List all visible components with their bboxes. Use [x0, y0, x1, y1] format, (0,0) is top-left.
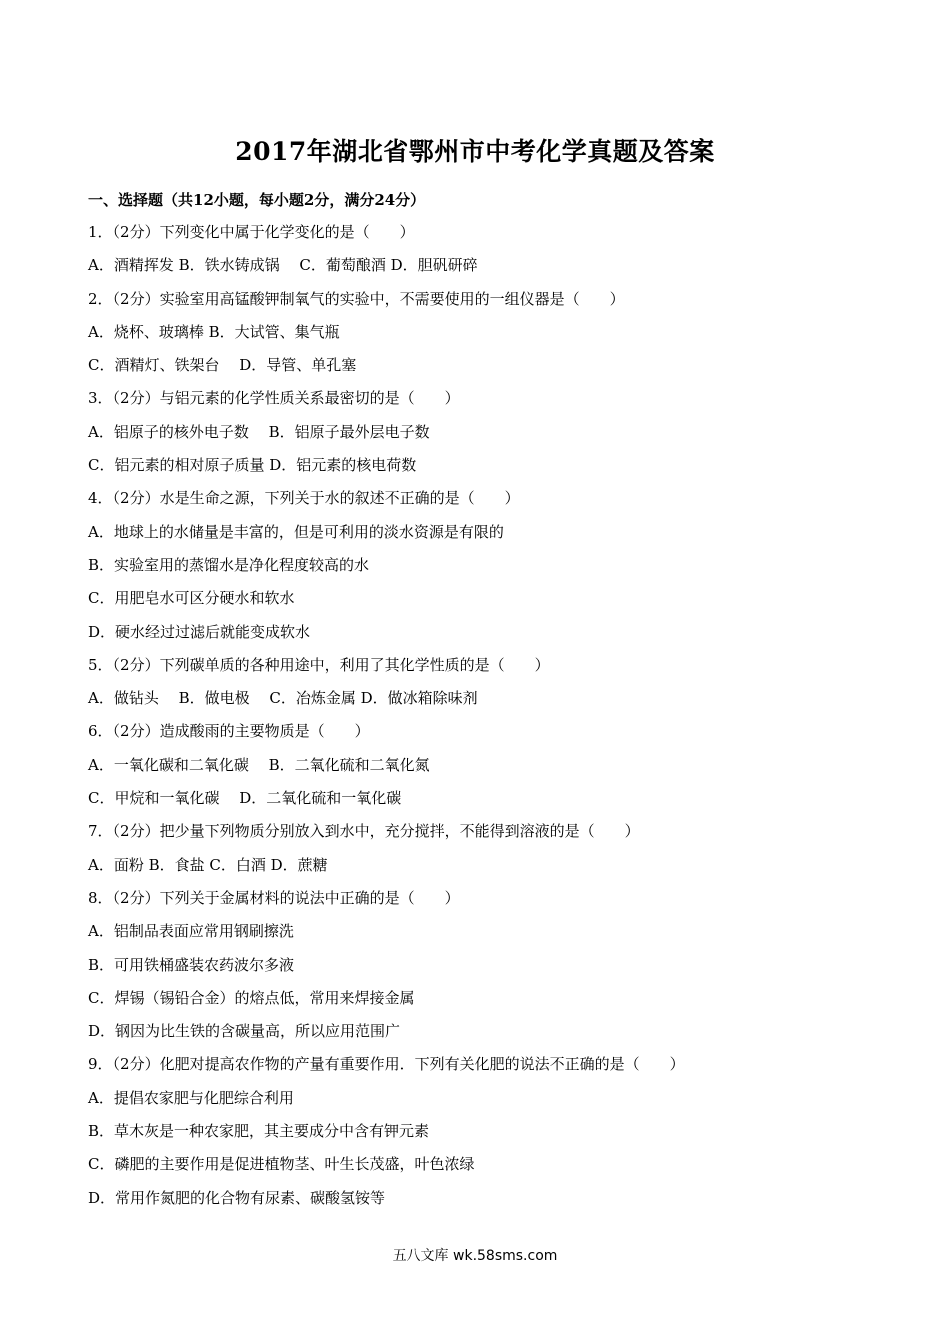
question-8-stem: 8．（2分）下列关于金属材料的说法中正确的是（ ）	[88, 888, 460, 907]
question-9-option-a: A．提倡农家肥与化肥综合利用	[88, 1088, 294, 1107]
question-2-stem: 2．（2分）实验室用高锰酸钾制氧气的实验中，不需要使用的一组仪器是（ ）	[88, 289, 625, 308]
question-8-option-a: A．铝制品表面应常用钢刷擦洗	[88, 922, 294, 941]
question-2-options-ab: A．烧杯、玻璃棒 B．大试管、集气瓶	[88, 322, 340, 341]
question-6-stem: 6．（2分）造成酸雨的主要物质是（ ）	[88, 722, 370, 741]
question-8-option-b: B．可用铁桶盛装农药波尔多液	[88, 955, 295, 974]
question-5-options: A．做钻头 B．做电极 C．冶炼金属 D．做冰箱除味剂	[88, 689, 478, 708]
question-7-options: A．面粉 B．食盐 C．白酒 D．蔗糖	[88, 855, 328, 874]
question-4-option-b: B．实验室用的蒸馏水是净化程度较高的水	[88, 555, 370, 574]
section-heading: 一、选择题（共12小题，每小题2分，满分24分）	[88, 191, 426, 209]
page-footer: 五八文库 wk.58sms.com	[392, 1248, 558, 1264]
question-6-options-cd: C．甲烷和一氧化碳 D．二氧化硫和一氧化碳	[88, 789, 402, 808]
question-3-options-ab: A．铝原子的核外电子数 B．铝原子最外层电子数	[88, 422, 430, 441]
question-1-stem: 1．（2分）下列变化中属于化学变化的是（ ）	[88, 223, 415, 241]
question-list	[88, 221, 888, 1220]
document-title: 2017年湖北省鄂州市中考化学真题及答案	[235, 137, 715, 166]
question-9-option-d: D．常用作氮肥的化合物有尿素、碳酸氢铵等	[88, 1188, 386, 1207]
question-7-stem: 7．（2分）把少量下列物质分别放入到水中，充分搅拌，不能得到溶液的是（ ）	[88, 822, 640, 841]
question-6-options-ab: A．一氧化碳和二氧化碳 B．二氧化硫和二氧化氮	[88, 755, 430, 774]
question-4-option-d: D．硬水经过过滤后就能变成软水	[88, 622, 311, 641]
question-8-option-d: D．钢因为比生铁的含碳量高，所以应用范围广	[88, 1022, 401, 1041]
question-9-stem: 9．（2分）化肥对提高农作物的产量有重要作用．下列有关化肥的说法不正确的是（ ）	[88, 1055, 685, 1074]
question-9-option-c: C．磷肥的主要作用是促进植物茎、叶生长茂盛，叶色浓绿	[88, 1155, 475, 1174]
question-9-option-b: B．草木灰是一种农家肥，其主要成分中含有钾元素	[88, 1122, 430, 1141]
question-3-options-cd: C．铝元素的相对原子质量 D．铝元素的核电荷数	[88, 456, 417, 475]
question-3-stem: 3．（2分）与铝元素的化学性质关系最密切的是（ ）	[88, 389, 460, 408]
question-1-options: A．酒精挥发 B．铁水铸成锅 C．葡萄酿酒 D．胆矾研碎	[88, 256, 478, 275]
question-4-stem: 4．（2分）水是生命之源，下列关于水的叙述不正确的是（ ）	[88, 489, 520, 508]
question-8-option-c: C．焊锡（锡铅合金）的熔点低，常用来焊接金属	[88, 988, 415, 1007]
question-4-option-a: A．地球上的水储量是丰富的，但是可利用的淡水资源是有限的	[88, 522, 504, 541]
question-4-option-c: C．用肥皂水可区分硬水和软水	[88, 589, 295, 608]
question-5-stem: 5．（2分）下列碳单质的各种用途中，利用了其化学性质的是（ ）	[88, 655, 550, 674]
question-2-options-cd: C．酒精灯、铁架台 D．导管、单孔塞	[88, 356, 357, 375]
